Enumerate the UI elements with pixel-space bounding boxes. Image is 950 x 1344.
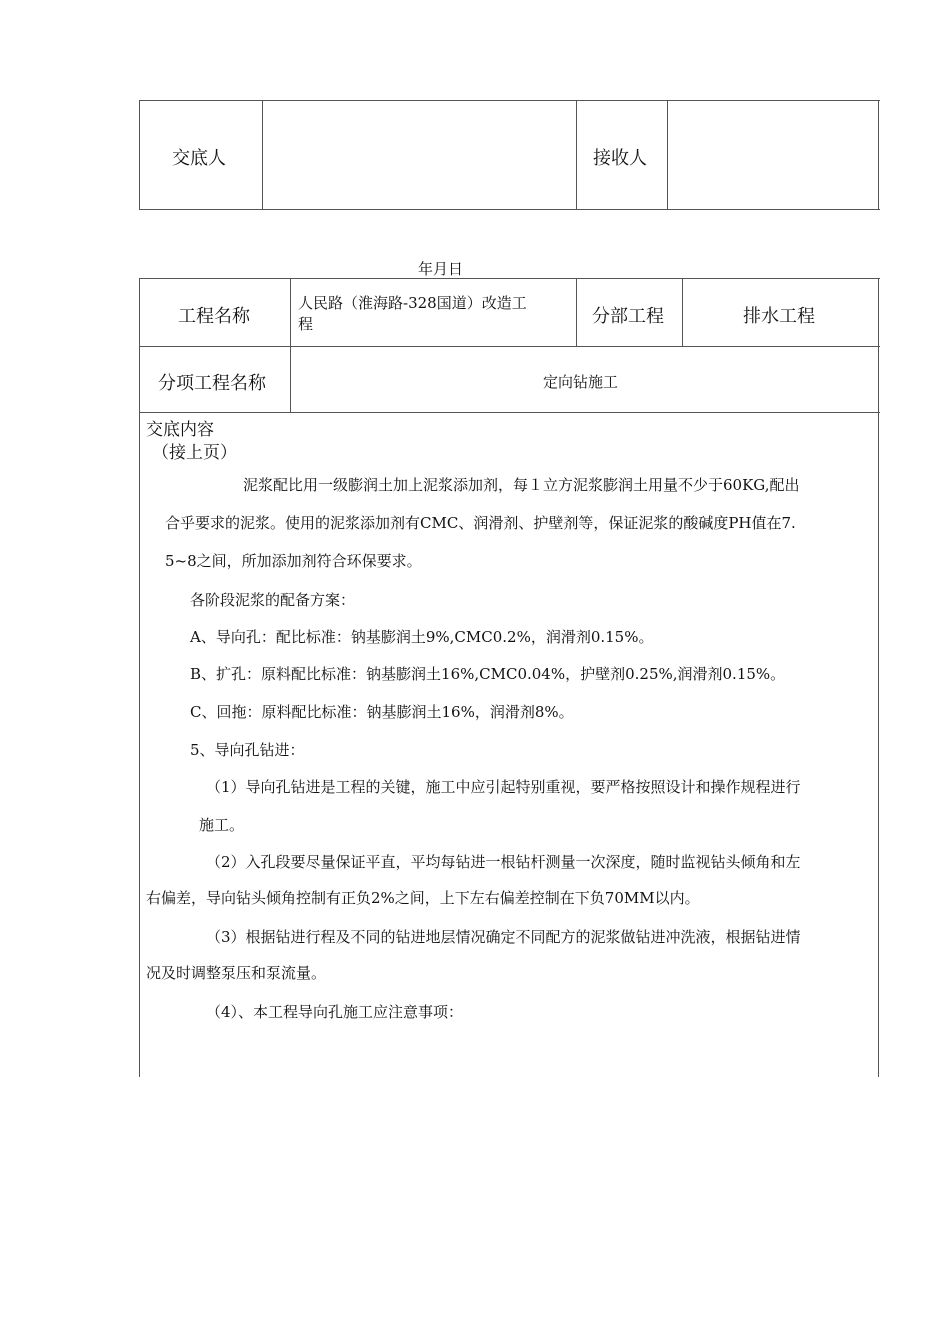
project-name-label: 工程名称: [178, 306, 250, 327]
table-border: [139, 100, 880, 101]
content-line: 泥浆配比用一级膨润土加上泥浆添加剂，每１立方泥浆膨润土用量不少于60KG,配出: [243, 476, 800, 494]
content-line: 各阶段泥浆的配备方案：: [190, 591, 356, 609]
content-line: 右偏差，导向钻头倾角控制有正负2%之间，上下左右偏差控制在下负70MM以内。: [146, 889, 700, 907]
table-border: [139, 412, 880, 413]
content-line: 施工。: [199, 816, 245, 834]
table-border: [139, 278, 880, 279]
content-line: 况及时调整泵压和泵流量。: [146, 964, 327, 982]
table-border: [878, 278, 879, 1077]
submitter-label: 交底人: [172, 148, 226, 169]
content-line: A、导向孔：配比标准：钠基膨润土9%,CMC0.2%，润滑剂0.15%。: [190, 628, 654, 646]
table-border: [290, 278, 291, 413]
receiver-label: 接收人: [593, 148, 647, 169]
content-line: 5~8之间，所加添加剂符合环保要求。: [165, 552, 422, 570]
continued-note: （接上页）: [152, 443, 237, 463]
content-line: （1）导向孔钻进是工程的关键，施工中应引起特别重视，要严格按照设计和操作规程进行: [206, 778, 801, 796]
project-name-line2: 程: [298, 315, 314, 333]
table-border: [667, 100, 668, 210]
content-heading: 交底内容: [146, 420, 214, 440]
content-line: （4）、本工程导向孔施工应注意事项：: [206, 1003, 464, 1021]
table-border: [878, 100, 879, 210]
division-label: 分部工程: [592, 306, 664, 327]
content-line: C、回拖：原料配比标准：钠基膨润土16%，润滑剂8%。: [190, 703, 574, 721]
table-border: [576, 100, 577, 210]
content-line: 合乎要求的泥浆。使用的泥浆添加剂有CMC、润滑剂、护壁剂等，保证泥浆的酸碱度PH值在7.: [165, 514, 796, 532]
table-border: [262, 100, 263, 210]
project-name-line1: 人民路（淮海路-328国道）改造工: [298, 294, 527, 312]
table-border: [139, 209, 880, 210]
content-line: （3）根据钻进行程及不同的钻进地层情况确定不同配方的泥浆做钻进冲洗液，根据钻进情: [206, 928, 801, 946]
division-value: 排水工程: [743, 306, 815, 327]
content-line: （2）入孔段要尽量保证平直，平均每钻进一根钻杆测量一次深度，随时监视钻头倾角和左: [206, 853, 801, 871]
table-border: [139, 278, 140, 1077]
table-border: [682, 278, 683, 347]
date-line: 年月日: [418, 260, 464, 278]
table-border: [576, 278, 577, 347]
subitem-value: 定向钻施工: [543, 373, 619, 391]
table-border: [139, 346, 880, 347]
content-line: 5、导向孔钻进：: [190, 741, 305, 759]
table-border: [139, 100, 140, 210]
content-line: B、扩孔：原料配比标准：钠基膨润土16%,CMC0.04%，护壁剂0.25%,润滑剂0.15%。: [190, 665, 786, 683]
subitem-label: 分项工程名称: [158, 373, 266, 394]
